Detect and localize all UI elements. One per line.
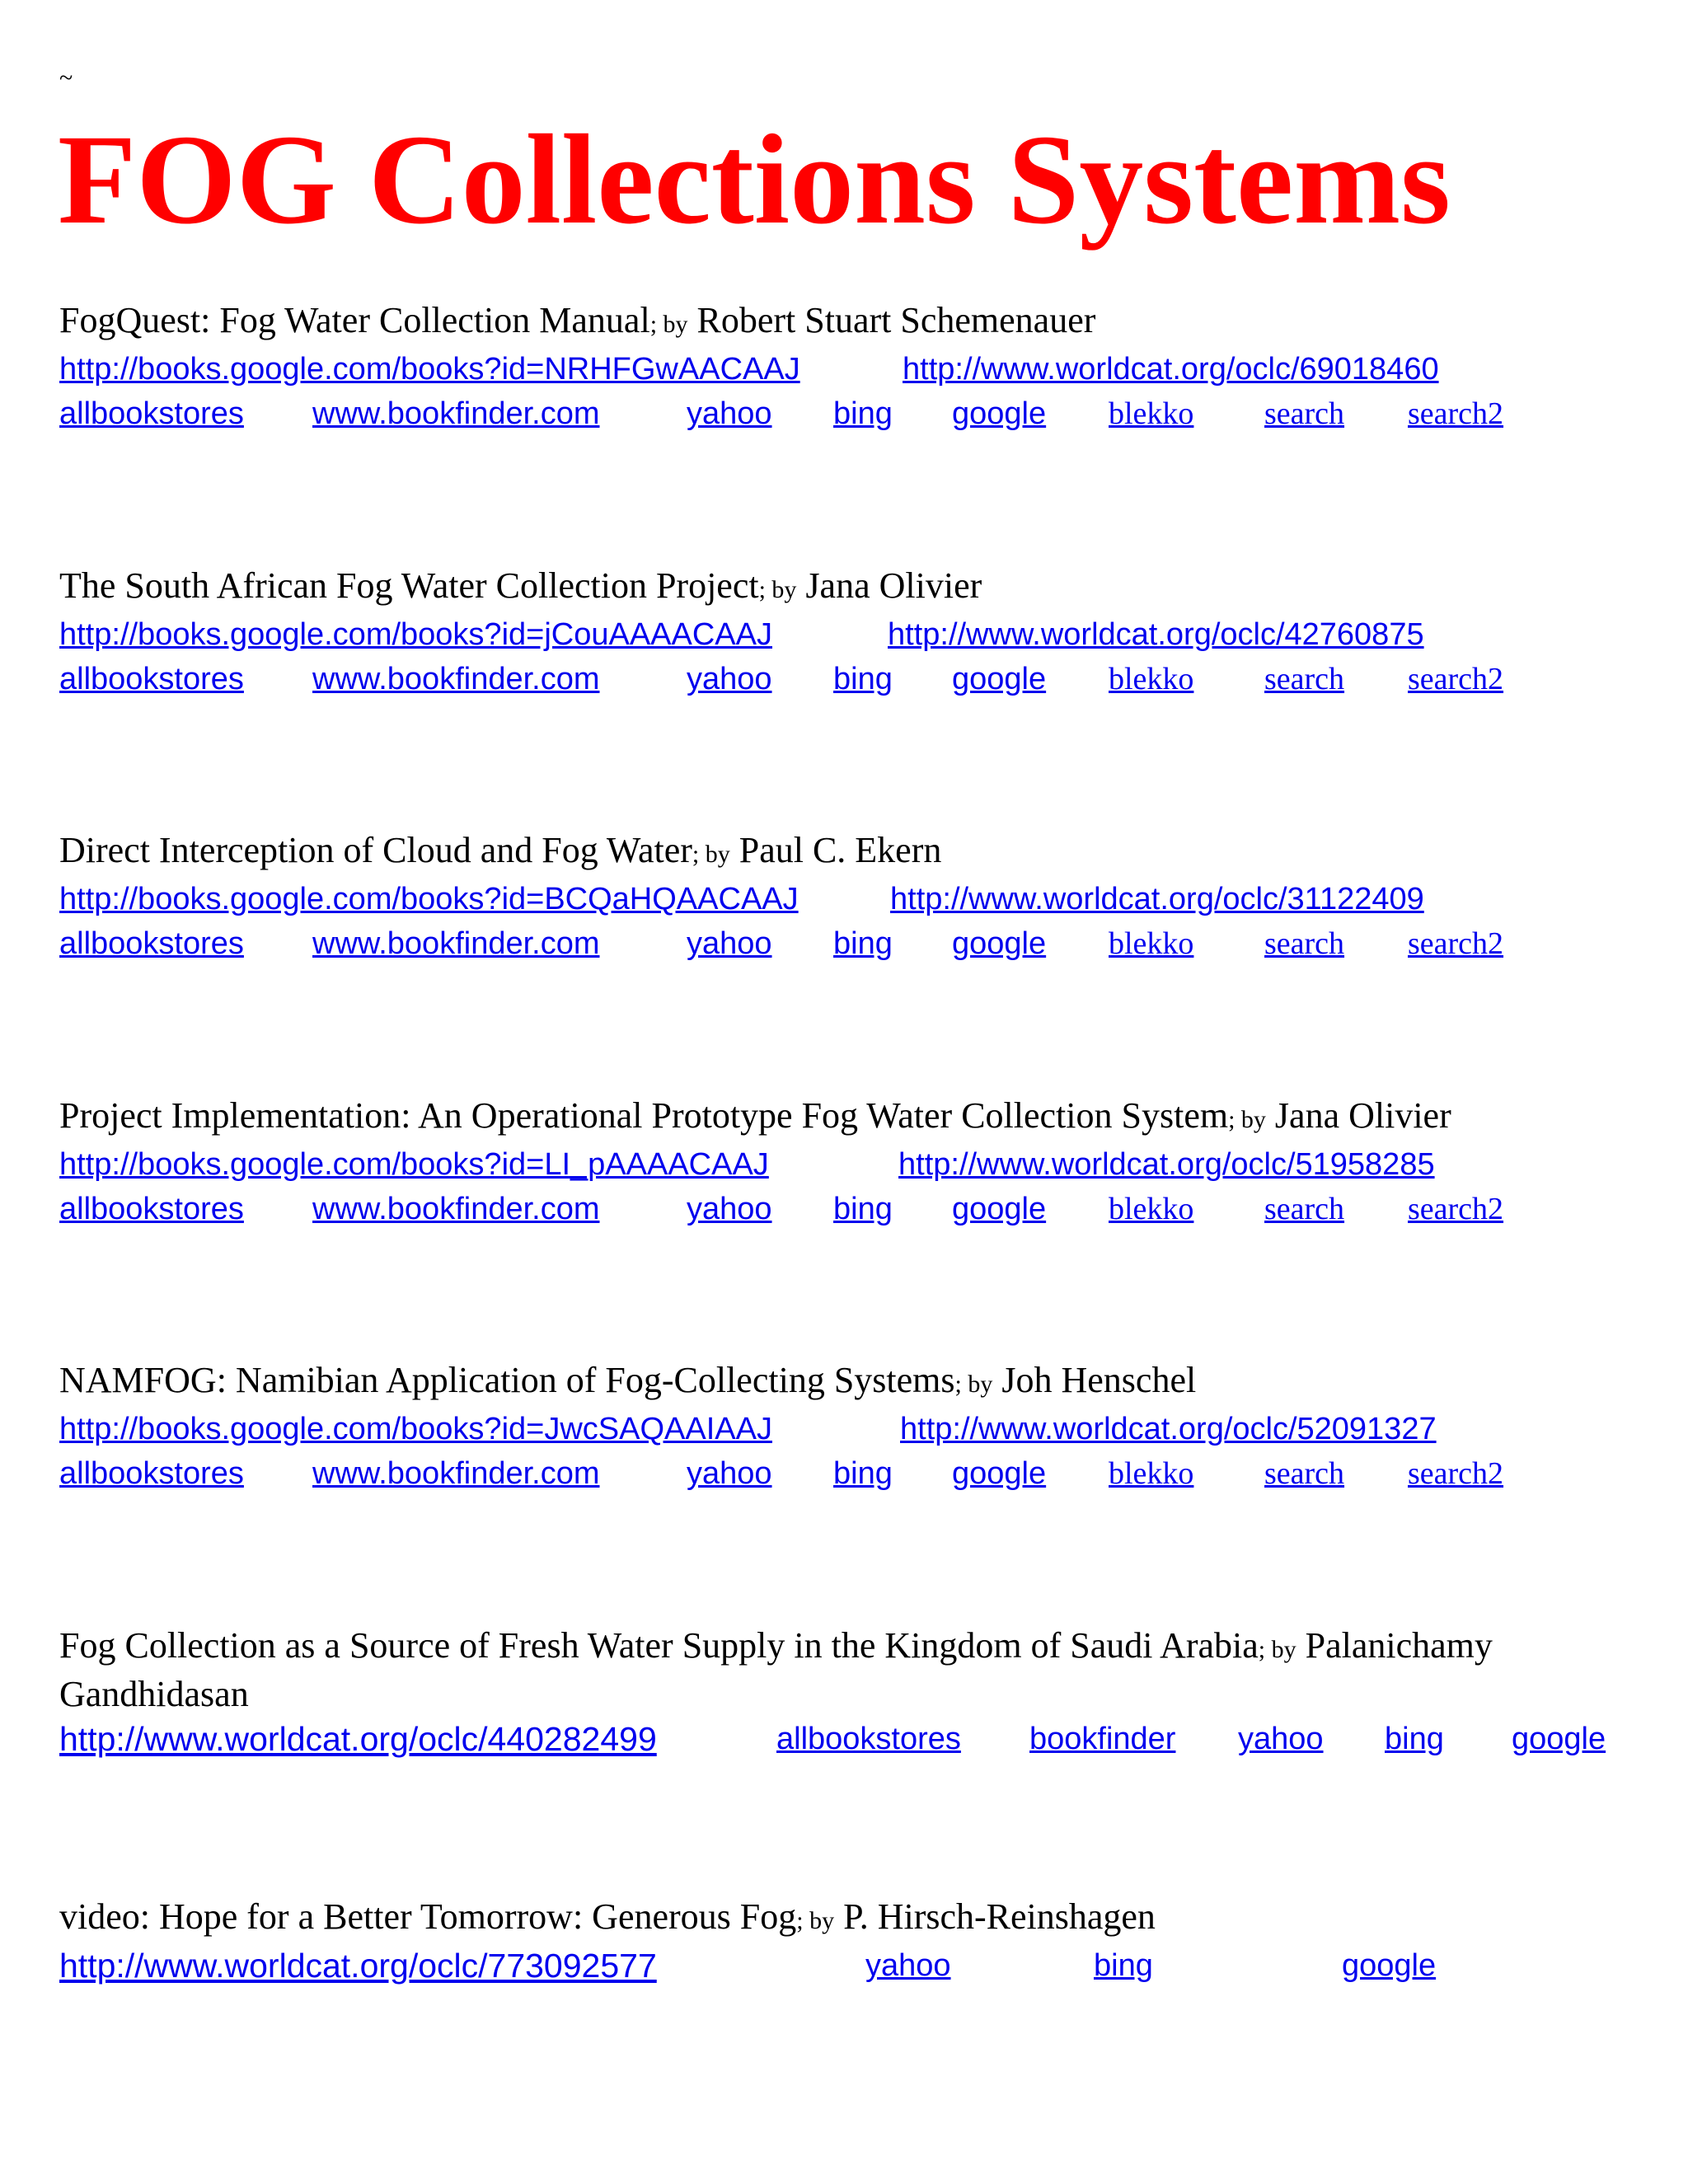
book-author: Paul C. Ekern: [738, 830, 942, 870]
allbookstores-link[interactable]: allbookstores: [59, 662, 244, 696]
google-link[interactable]: google: [952, 396, 1047, 431]
bing-link[interactable]: bing: [833, 1192, 893, 1226]
book-author: P. Hirsch-Reinshagen: [843, 1896, 1156, 1937]
search-link[interactable]: search: [1264, 396, 1345, 431]
search-link[interactable]: search: [1264, 926, 1345, 961]
yahoo-link[interactable]: yahoo: [687, 662, 772, 696]
bing-link[interactable]: bing: [833, 1456, 893, 1491]
bing-link[interactable]: bing: [833, 396, 893, 431]
book-entry: [59, 1895, 1642, 1988]
search-links-row: [59, 657, 1642, 701]
yahoo-link[interactable]: yahoo: [687, 1456, 772, 1491]
by-label: ; by: [692, 841, 730, 868]
url-row: [59, 612, 1642, 657]
bing-link[interactable]: bing: [1094, 1948, 1153, 1983]
worldcat-link[interactable]: http://www.worldcat.org/oclc/52091327: [900, 1412, 1437, 1446]
book-author: Palanichamy Gandhidasan: [59, 1625, 1493, 1714]
book-title-line: [59, 828, 1642, 877]
book-entry: [59, 1624, 1642, 1761]
bing-link[interactable]: bing: [1385, 1722, 1444, 1756]
search2-link[interactable]: search2: [1408, 1456, 1504, 1491]
book-title-line: [59, 564, 1642, 612]
search-links-row: [59, 1451, 1642, 1496]
search-link[interactable]: search: [1264, 1456, 1345, 1491]
yahoo-link[interactable]: yahoo: [687, 1192, 772, 1226]
search-links-row: [59, 1187, 1642, 1231]
by-label: ; by: [649, 311, 688, 338]
worldcat-link[interactable]: http://www.worldcat.org/oclc/69018460: [903, 352, 1439, 387]
allbookstores-link[interactable]: allbookstores: [776, 1722, 961, 1756]
book-title-line: [59, 1895, 1642, 1943]
book-author: Jana Olivier: [1274, 1095, 1451, 1136]
book-entry: [59, 1094, 1642, 1231]
blekko-link[interactable]: blekko: [1109, 662, 1194, 696]
search2-link[interactable]: search2: [1408, 1192, 1504, 1226]
search-link[interactable]: search: [1264, 662, 1345, 696]
google-link[interactable]: google: [1342, 1948, 1437, 1983]
worldcat-link[interactable]: http://www.worldcat.org/oclc/42760875: [888, 617, 1424, 652]
book-title: Project Implementation: An Operational Prototype Fog Water Collection System: [59, 1095, 1229, 1136]
url-row: [59, 347, 1642, 391]
google-link[interactable]: google: [952, 1192, 1047, 1226]
book-title-line: [59, 1624, 1625, 1717]
by-label: ; by: [1258, 1636, 1296, 1663]
yahoo-link[interactable]: yahoo: [687, 926, 772, 961]
allbookstores-link[interactable]: allbookstores: [59, 1456, 244, 1491]
bookfinder-link[interactable]: www.bookfinder.com: [312, 926, 600, 961]
bing-link[interactable]: bing: [833, 926, 893, 961]
yahoo-link[interactable]: yahoo: [687, 396, 772, 431]
search2-link[interactable]: search2: [1408, 662, 1504, 696]
book-author: Joh Henschel: [1001, 1360, 1197, 1400]
book-title: The South African Fog Water Collection Project: [59, 565, 759, 606]
allbookstores-link[interactable]: allbookstores: [59, 1192, 244, 1226]
worldcat-link[interactable]: http://www.worldcat.org/oclc/31122409: [890, 882, 1424, 916]
book-title: Direct Interception of Cloud and Fog Water: [59, 830, 692, 870]
by-label: ; by: [758, 576, 797, 603]
worldcat-link[interactable]: http://www.worldcat.org/oclc/51958285: [898, 1147, 1435, 1182]
book-title-line: [59, 1358, 1642, 1407]
book-author: Jana Olivier: [805, 565, 982, 606]
bookfinder-link[interactable]: www.bookfinder.com: [312, 1192, 600, 1226]
yahoo-link[interactable]: yahoo: [1238, 1722, 1324, 1756]
url-row: [59, 1142, 1642, 1187]
book-title-line: [59, 298, 1642, 347]
book-entry: [59, 1358, 1642, 1496]
google-link[interactable]: google: [952, 1456, 1047, 1491]
yahoo-link[interactable]: yahoo: [865, 1948, 951, 1983]
url-row: [59, 1407, 1642, 1451]
book-title-line: [59, 1094, 1642, 1142]
google-books-link[interactable]: http://books.google.com/books?id=BCQaHQAACAAJ: [59, 882, 799, 916]
search-links-row: [59, 391, 1642, 436]
bing-link[interactable]: bing: [833, 662, 893, 696]
search2-link[interactable]: search2: [1408, 396, 1504, 431]
google-books-link[interactable]: http://books.google.com/books?id=LI_pAAAACAAJ: [59, 1147, 769, 1182]
book-entry: [59, 298, 1642, 436]
blekko-link[interactable]: blekko: [1109, 1192, 1194, 1226]
search-link[interactable]: search: [1264, 1192, 1345, 1226]
google-link[interactable]: google: [952, 662, 1047, 696]
google-books-link[interactable]: http://books.google.com/books?id=jCouAAAACAAJ: [59, 617, 773, 652]
book-entry: [59, 828, 1642, 966]
google-link[interactable]: google: [952, 926, 1047, 961]
search-links-row: [59, 921, 1642, 966]
tilde-mark: ~: [59, 64, 73, 91]
search-links-row: [59, 1943, 1642, 1988]
book-title: video: Hope for a Better Tomorrow: Generous Fog: [59, 1896, 797, 1937]
by-label: ; by: [796, 1907, 835, 1934]
worldcat-link[interactable]: http://www.worldcat.org/oclc/773092577: [59, 1947, 657, 1985]
book-title: NAMFOG: Namibian Application of Fog-Collecting Systems: [59, 1360, 955, 1400]
blekko-link[interactable]: blekko: [1109, 926, 1194, 961]
book-title: FogQuest: Fog Water Collection Manual: [59, 300, 650, 340]
book-author: Robert Stuart Schemenauer: [696, 300, 1096, 340]
book-title: Fog Collection as a Source of Fresh Water Supply in the Kingdom of Saudi Arabia: [59, 1625, 1259, 1666]
worldcat-link[interactable]: http://www.worldcat.org/oclc/440282499: [59, 1720, 657, 1758]
bookfinder-link[interactable]: www.bookfinder.com: [312, 1456, 600, 1491]
blekko-link[interactable]: blekko: [1109, 1456, 1194, 1491]
by-label: ; by: [954, 1371, 993, 1398]
allbookstores-link[interactable]: allbookstores: [59, 926, 244, 961]
bookfinder-link[interactable]: www.bookfinder.com: [312, 396, 600, 431]
allbookstores-link[interactable]: allbookstores: [59, 396, 244, 431]
google-books-link[interactable]: http://books.google.com/books?id=NRHFGwAACAAJ: [59, 352, 800, 387]
book-entry: [59, 564, 1642, 701]
page-title: FOG Collections Systems: [58, 108, 1451, 251]
bookfinder-link[interactable]: bookfinder: [1029, 1722, 1176, 1756]
google-books-link[interactable]: http://books.google.com/books?id=JwcSAQAAIAAJ: [59, 1412, 772, 1446]
search2-link[interactable]: search2: [1408, 926, 1504, 961]
search-links-row: [59, 1717, 1642, 1761]
url-row: [59, 877, 1642, 921]
by-label: ; by: [1228, 1106, 1266, 1133]
bookfinder-link[interactable]: www.bookfinder.com: [312, 662, 600, 696]
blekko-link[interactable]: blekko: [1109, 396, 1194, 431]
google-link[interactable]: google: [1512, 1722, 1606, 1756]
